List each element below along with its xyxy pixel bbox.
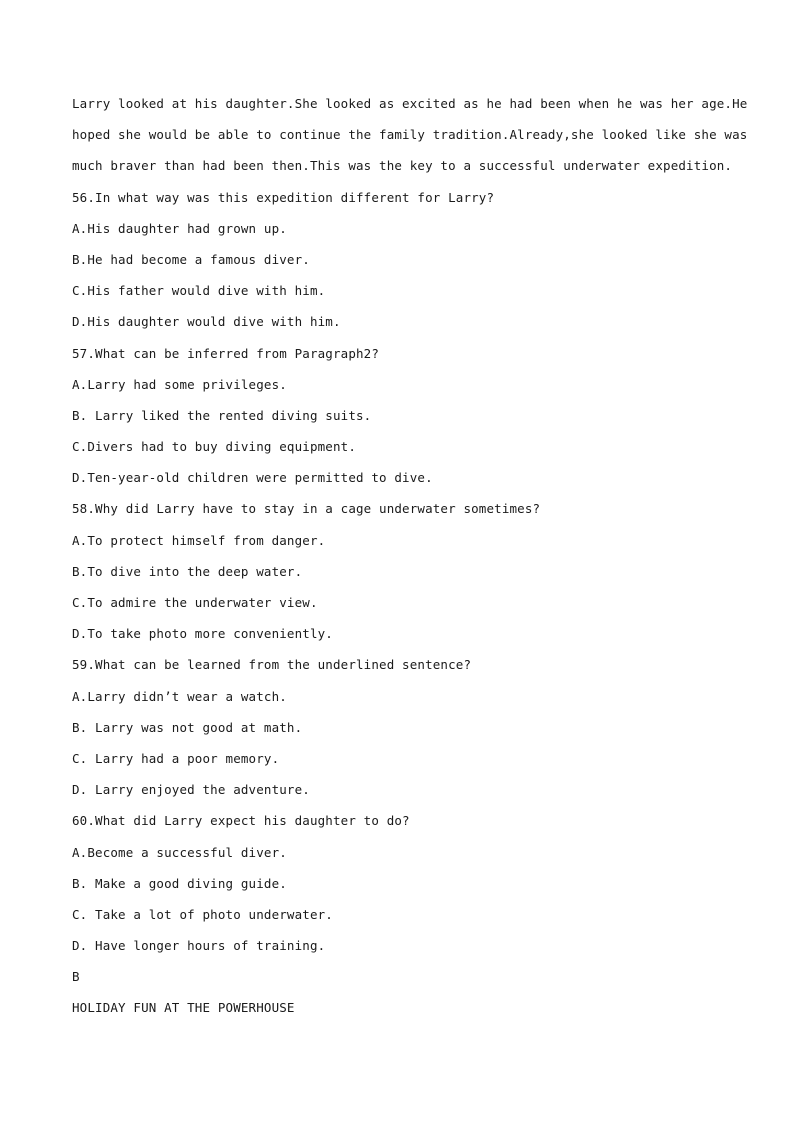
option-line: B. Larry was not good at math.	[72, 719, 303, 735]
question-stem-58: 58.Why did Larry have to stay in a cage underwater sometimes?	[72, 501, 541, 517]
option-line: A.Become a successful diver.	[72, 844, 287, 860]
section-label: B	[72, 969, 80, 985]
passage-line: hoped she would be able to continue the family tradition.Already,she looked like she was	[72, 127, 748, 143]
option-line: C.His father would dive with him.	[72, 283, 326, 299]
option-line: B. Larry liked the rented diving suits.	[72, 407, 372, 423]
section-title: HOLIDAY FUN AT THE POWERHOUSE	[72, 1000, 295, 1016]
option-line: D.Ten-year-old children were permitted to dive.	[72, 470, 433, 486]
question-stem-56: 56.In what way was this expedition different for Larry?	[72, 189, 495, 205]
option-line: C.Divers had to buy diving equipment.	[72, 439, 356, 455]
passage-line: much braver than had been then.This was the key to a successful underwater expedition.	[72, 158, 733, 174]
option-line: C.To admire the underwater view.	[72, 595, 318, 610]
option-line: A.Larry didn’t wear a watch.	[72, 688, 287, 704]
question-stem-60: 60.What did Larry expect his daughter to do?	[72, 813, 410, 829]
option-line: B.To dive into the deep water.	[72, 563, 303, 579]
option-line: C. Take a lot of photo underwater.	[72, 906, 333, 922]
question-stem-59: 59.What can be learned from the underlined sentence?	[72, 657, 472, 673]
option-line: A.His daughter had grown up.	[72, 220, 287, 236]
option-line: A.To protect himself from danger.	[72, 532, 326, 548]
option-line: A.Larry had some privileges.	[72, 376, 287, 392]
option-line: D.His daughter would dive with him.	[72, 314, 341, 330]
passage-line: Larry looked at his daughter.She looked as excited as he had been when he was her age.He	[72, 96, 748, 111]
option-line: C. Larry had a poor memory.	[72, 750, 280, 766]
option-line: B. Make a good diving guide.	[72, 875, 287, 891]
question-stem-57: 57.What can be inferred from Paragraph2?	[72, 345, 380, 361]
option-line: D.To take photo more conveniently.	[72, 626, 333, 642]
option-line: D. Larry enjoyed the adventure.	[72, 782, 310, 798]
option-line: B.He had become a famous diver.	[72, 251, 310, 267]
option-line: D. Have longer hours of training.	[72, 938, 326, 954]
document-body	[72, 92, 748, 1028]
